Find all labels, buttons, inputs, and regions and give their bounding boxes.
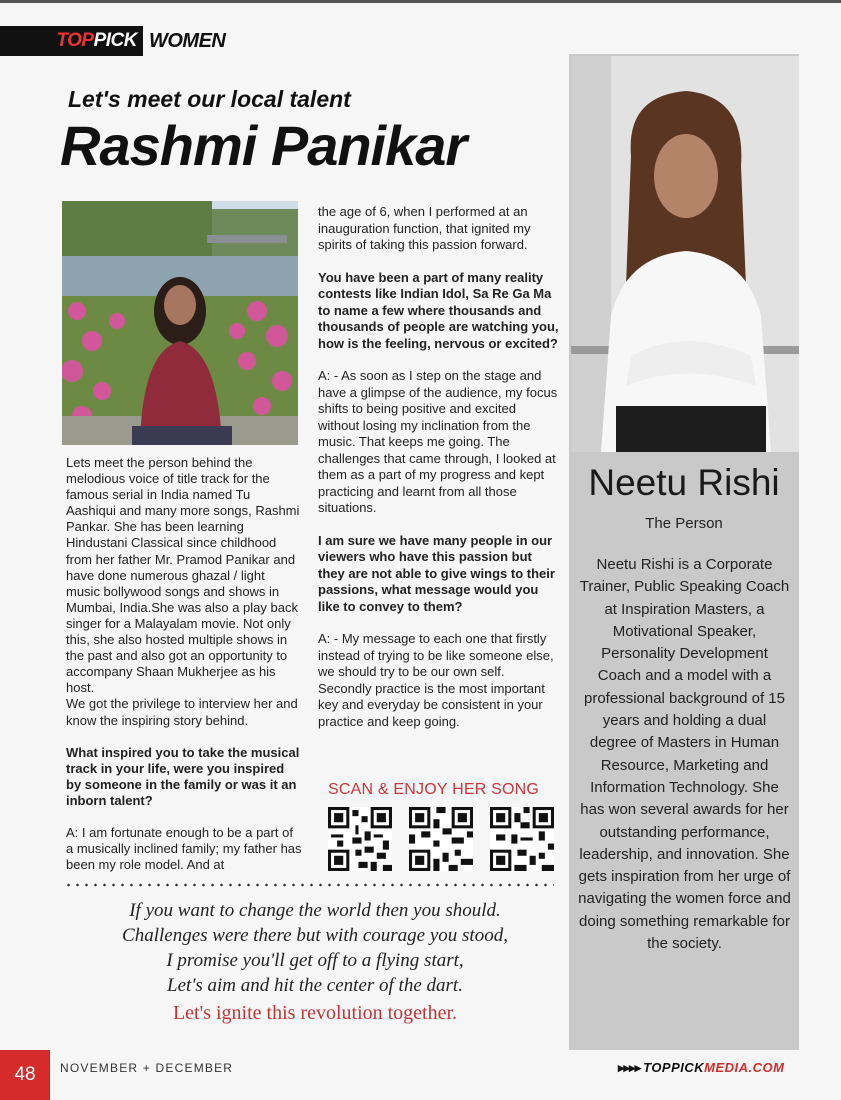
intro-text-2: We got the privilege to interview her and know the inspiring story behind. (66, 696, 298, 728)
answer-3: A: - My message to each one that firstly instead of trying to be like someone else, we should try to be our own self. Secondly practice is the most important key and everyday be consistent in your practice and keep going. (318, 631, 554, 729)
page-number: 48 (0, 1050, 50, 1100)
intro-paragraph (66, 455, 302, 729)
top-rule (0, 0, 841, 3)
issue-date: NOVEMBER + DECEMBER (60, 1061, 234, 1075)
neetu-photo (571, 56, 799, 452)
masthead-logo (0, 26, 143, 56)
poem-line: Let's aim and hit the center of the dart. (167, 975, 463, 996)
rashmi-photo (62, 201, 298, 445)
answer-2: A: - As soon as I step on the stage and have a glimpse of the audience, my focus shifts to being positive and excited without losing my inclination from the music. That keeps me going. The challenges that came through, I looked at them as a part of my progress and kept practicing and learnt from all those situations. (318, 368, 558, 515)
arrow-icons: ▸▸▸▸ (618, 1060, 641, 1075)
poem-line: Challenges were there but with courage you stood, (122, 925, 508, 946)
rashmi-photo-art (62, 201, 298, 445)
qr-code-1[interactable] (328, 807, 392, 871)
qr-code-3[interactable] (490, 807, 554, 871)
article-column-2 (318, 204, 560, 746)
profile-role: The Person (645, 515, 723, 532)
brand-pick: PICK (93, 30, 137, 51)
poem-line: If you want to change the world then you should. (129, 900, 501, 921)
question-2: You have been a part of many reality contests like Indian Idol, Sa Re Ga Ma to name a few where thousands and thousands of people are watching you, how is the feeling, nervous or excited? (318, 269, 559, 351)
closing-line: Let's ignite this revolution together. (172, 1002, 458, 1024)
site-name: TOPPICK (643, 1060, 705, 1075)
dotted-divider (64, 880, 554, 890)
qr-code-2[interactable] (409, 807, 473, 871)
intro-text: Lets meet the person behind the melodious voice of title track for the famous serial in India named Tu Aashiqui and many more songs, Rashmi Pankar. She has been learning Hindustani Classical since childhood from her father Mr. Pramod Panikar and have done numerous ghazal / light music bollywood songs and shows in Mumbai, India.She was also a play back singer for a Malayalam movie. Not only this, she also hosted multiple shows in the past and also got an opportunity to accompany Shaan Mukherjee as his host. (66, 455, 300, 696)
article-headline: Rashmi Panikar (60, 114, 467, 177)
question-1: What inspired you to take the musical track in your life, were you inspired by someone in the family or was it an inborn talent? (66, 744, 300, 808)
answer-1: A: I am fortunate enough to be a part of a musically inclined family; my father has been my role model. And at (66, 824, 302, 873)
site-domain: MEDIA.COM (704, 1060, 785, 1075)
scan-label: SCAN & ENJOY HER SONG (328, 781, 540, 798)
masthead (0, 26, 225, 56)
poem-line: I promise you'll get off to a flying start, (166, 950, 464, 971)
section-label: WOMEN (149, 30, 226, 52)
brand-top: TOP (56, 30, 94, 51)
profile-bio: Neetu Rishi is a Corporate Trainer, Public Speaking Coach at Inspiration Masters, a Motivational Speaker, Personality Development Coach and a model with a professional background of 15 years and holding a dual degree of Masters in Human Resource, Marketing and Information Technology. She has won several awards for her outstanding performance, leadership, and innovation. She gets inspiration from her urge of navigating the women force and doing something remarkable for the society. (578, 556, 791, 953)
website-link[interactable] (618, 1060, 785, 1076)
answer-1-continued: the age of 6, when I performed at an inauguration function, that ignited my spirits of taking this passion forward. (318, 204, 531, 252)
question-3: I am sure we have many people in our viewers who have this passion but they are not able to give wings to their passions, what message would you like to convey to them? (318, 532, 555, 614)
poem (60, 898, 570, 998)
article-kicker: Let's meet our local talent (68, 86, 351, 112)
article-column-1 (66, 455, 302, 889)
neetu-photo-art (571, 56, 799, 452)
profile-name: Neetu Rishi (588, 462, 780, 503)
